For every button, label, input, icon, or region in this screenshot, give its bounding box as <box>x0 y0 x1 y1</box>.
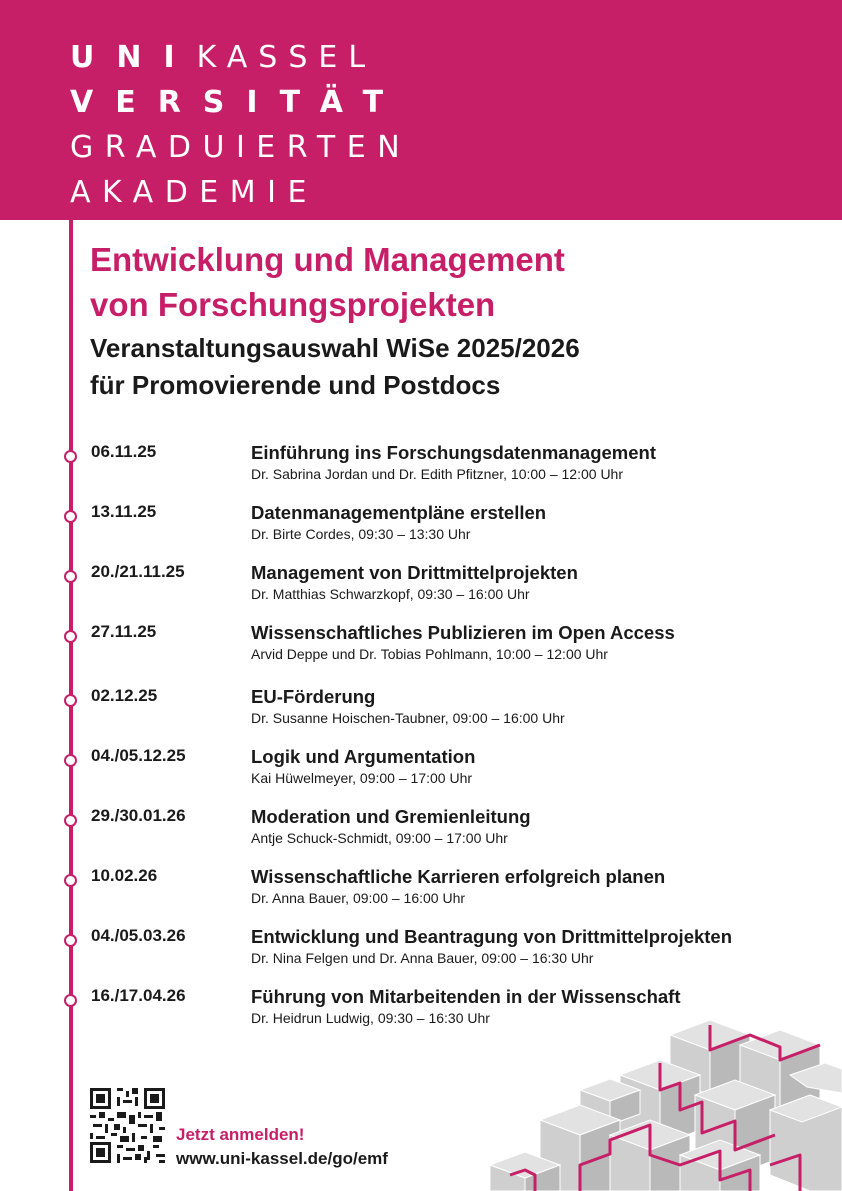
event-date: 16./17.04.26 <box>91 986 186 1005</box>
isometric-cubes-decoration <box>480 1015 842 1191</box>
logo-akademie: AKADEMIE <box>70 175 318 210</box>
event-title: Einführung ins Forschungsdatenmanagement <box>251 442 656 463</box>
event-title: Management von Drittmittelprojekten <box>251 562 578 583</box>
timeline-dot-icon <box>64 754 77 767</box>
event-date: 04./05.12.25 <box>91 746 186 765</box>
timeline-dot-icon <box>64 814 77 827</box>
logo-uni: UNI <box>70 40 197 75</box>
page-subtitle <box>90 330 580 404</box>
event-title: EU-Förderung <box>251 686 376 707</box>
event-info: Dr. Matthias Schwarzkopf, 09:30 – 16:00 Uhr <box>251 586 530 602</box>
event-date: 10.02.26 <box>91 866 158 885</box>
logo-versitaet: VERSITÄT <box>70 85 406 120</box>
subtitle-line-1: Veranstaltungsauswahl WiSe 2025/2026 <box>90 333 580 363</box>
event-title: Datenmanagementpläne erstellen <box>251 502 547 523</box>
event-info: Arvid Deppe und Dr. Tobias Pohlmann, 10:00 – 12:00 Uhr <box>251 646 608 662</box>
logo-graduierten: GRADUIERTEN <box>70 130 412 165</box>
timeline-dot-icon <box>64 570 77 583</box>
event-date: 06.11.25 <box>91 442 157 461</box>
event-item <box>0 926 842 976</box>
qr-code-icon[interactable] <box>90 1088 165 1163</box>
event-title: Entwicklung und Beantragung von Drittmittelprojekten <box>251 926 733 947</box>
event-item <box>0 806 842 856</box>
register-cta: Jetzt anmelden! <box>176 1125 305 1144</box>
event-info: Dr. Birte Cordes, 09:30 – 13:30 Uhr <box>251 526 471 542</box>
event-info: Dr. Anna Bauer, 09:00 – 16:00 Uhr <box>251 890 466 906</box>
timeline-dot-icon <box>64 994 77 1007</box>
event-title: Wissenschaftliches Publizieren im Open Access <box>251 622 675 643</box>
title-line-2: von Forschungsprojekten <box>90 286 496 323</box>
event-title: Wissenschaftliche Karrieren erfolgreich planen <box>251 866 666 887</box>
event-info: Dr. Susanne Hoischen-Taubner, 09:00 – 16:00 Uhr <box>251 710 565 726</box>
timeline-dot-icon <box>64 510 77 523</box>
event-info: Dr. Sabrina Jordan und Dr. Edith Pfitzner, 10:00 – 12:00 Uhr <box>251 466 623 482</box>
registration-link[interactable]: www.uni-kassel.de/go/emf <box>176 1149 388 1168</box>
header-banner <box>0 0 842 220</box>
event-date: 04./05.03.26 <box>91 926 186 945</box>
event-item <box>0 442 842 492</box>
timeline-dot-icon <box>64 450 77 463</box>
event-item <box>0 502 842 552</box>
event-date: 29./30.01.26 <box>91 806 186 825</box>
event-info: Dr. Heidrun Ludwig, 09:30 – 16:30 Uhr <box>251 1010 490 1026</box>
timeline-dot-icon <box>64 934 77 947</box>
event-date: 02.12.25 <box>91 686 158 705</box>
university-logo <box>70 38 411 218</box>
event-title: Führung von Mitarbeitenden in der Wissenschaft <box>251 986 681 1007</box>
event-item <box>0 866 842 916</box>
event-info: Kai Hüwelmeyer, 09:00 – 17:00 Uhr <box>251 770 473 786</box>
event-info: Dr. Nina Felgen und Dr. Anna Bauer, 09:00 – 16:30 Uhr <box>251 950 594 966</box>
event-info: Antje Schuck-Schmidt, 09:00 – 17:00 Uhr <box>251 830 508 846</box>
page-title <box>90 237 565 327</box>
title-line-1: Entwicklung und Management <box>90 241 565 278</box>
subtitle-line-2: für Promovierende und Postdocs <box>90 370 501 400</box>
logo-kassel: KASSEL <box>196 40 377 75</box>
timeline-dot-icon <box>64 630 77 643</box>
event-item <box>0 746 842 796</box>
timeline-dot-icon <box>64 874 77 887</box>
event-title: Logik und Argumentation <box>251 746 476 767</box>
event-item <box>0 562 842 612</box>
event-date: 27.11.25 <box>91 622 157 641</box>
event-date: 20./21.11.25 <box>91 562 185 581</box>
event-item <box>0 622 842 672</box>
event-date: 13.11.25 <box>91 502 157 521</box>
timeline-dot-icon <box>64 694 77 707</box>
event-title: Moderation und Gremienleitung <box>251 806 531 827</box>
event-item <box>0 686 842 736</box>
